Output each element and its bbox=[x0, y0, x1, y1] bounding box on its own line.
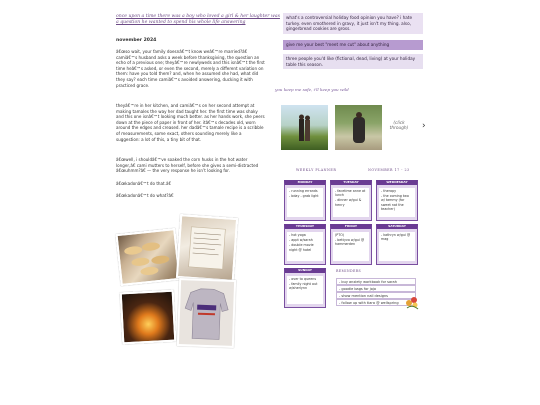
click-through-hint: (click through) bbox=[389, 121, 409, 132]
recipe-lines bbox=[178, 216, 236, 280]
task-item: - kathryn w/gui @ mag bbox=[381, 233, 411, 242]
task-item: (PTO) bbox=[335, 233, 345, 237]
story-paragraph: theyâ€™re in her kitchen, and camiâ€™s on her second attempt at making tamales the way her dad taught her. the first time was shaky and this one isnâ€™t looking much better. as her hands work, she peers down at the piece of paper in front of her. itâ€™s decades old, worn around the edges and creased. her dadâ€™s tamale recipe is a scribble of measurements, some exact, others sounding merely like a suggestion: a lot of this, a tiny bit of that. bbox=[116, 103, 265, 142]
story-paragraph: â€œkadonâ€™t do that.â€ bbox=[116, 181, 172, 186]
day-body bbox=[333, 232, 369, 261]
ask-box[interactable]: three people you'd like (fictional, dead, living) at your holiday table this season. bbox=[283, 54, 423, 69]
reminder-item: - buy anxiety workbook for sarah bbox=[336, 278, 416, 285]
tamales-shapes bbox=[118, 230, 179, 284]
photo-caption: you keep me safe, i'll keep you wild bbox=[275, 87, 349, 92]
task-item: - family night out w/sherlynn bbox=[289, 282, 318, 291]
couple-tree-photo[interactable] bbox=[335, 105, 382, 150]
task-item: - hot yoga bbox=[289, 233, 306, 237]
couple-field-photo[interactable] bbox=[281, 105, 328, 150]
task-item: - bettyvo w/gui @ hammerden bbox=[335, 238, 365, 247]
sweater-shape bbox=[179, 280, 234, 346]
day-card-sunday bbox=[284, 268, 326, 308]
task-item: - appt w/sarah bbox=[289, 238, 313, 243]
post-date: november 2024 bbox=[116, 38, 157, 43]
day-name: SUNDAY bbox=[298, 268, 312, 272]
story-paragraph: â€œwell, i shouldâ€™ve soaked the corn husks in the hot water longer,â€ cami mutters to herself, before she gives a semi-distracted â€œuhmm?â€ — the very response he isn’t looking for. bbox=[116, 157, 259, 174]
figures-shape bbox=[281, 105, 328, 150]
day-card-wednesday bbox=[376, 180, 418, 221]
planner-title: WEEKLY PLANNER bbox=[296, 168, 337, 172]
ask-box[interactable]: what's a controversial holiday food opinion you have? i hate turkey. even smothered in gravy, it just isn't my thing. also, gingerbread cookies are gross. bbox=[283, 13, 423, 34]
day-card-monday bbox=[284, 180, 326, 221]
day-body bbox=[379, 188, 415, 217]
sweater-photo bbox=[177, 278, 236, 348]
day-body bbox=[287, 276, 323, 304]
planner-dates: NOVEMBER 17 - 23 bbox=[368, 168, 410, 172]
task-item: - dinner w/gui & henry bbox=[335, 198, 362, 207]
day-name: MONDAY bbox=[297, 180, 313, 184]
reminder-item: - show mention nail designs bbox=[336, 292, 416, 299]
figure-shape bbox=[335, 105, 382, 150]
task-item: - the coming two w/ tammy (for sweet nat the teacher) bbox=[381, 194, 409, 211]
day-card-friday bbox=[330, 224, 372, 265]
day-name: FRIDAY bbox=[344, 224, 358, 228]
task-item: - running errands bbox=[289, 189, 318, 193]
day-name: SATURDAY bbox=[388, 224, 406, 228]
header-quote: once upon a time there was a boy who loved a girl & her laughter was a question he wanted to spend his whole life answering bbox=[116, 14, 280, 25]
day-card-saturday bbox=[376, 224, 418, 265]
story-paragraph: â€œso wait, your family doesnâ€™t know weâ€™re married?â€ camiâ€™s husband asks a week before thanksgiving, the question an echo of a previous one; theyâ€™re newlyweds and this isnâ€™t the first time heâ€™s asked, or even the second, merely a different variation on them: have you told them? and, when he assumed she had, what did they say? each time camiâ€™s avoided answering, ducking it with practiced grace. bbox=[116, 49, 265, 88]
task-item: - therapy bbox=[381, 189, 397, 193]
day-body bbox=[287, 232, 323, 261]
day-card-thursday bbox=[284, 224, 326, 265]
day-card-tuesday bbox=[330, 180, 372, 221]
task-item: - over to queens bbox=[289, 277, 317, 281]
reminder-item: - goodie bags for jojo bbox=[336, 285, 416, 292]
chevron-right-icon[interactable]: › bbox=[422, 121, 426, 131]
tamales-photo bbox=[115, 228, 180, 286]
day-name: TUESDAY bbox=[343, 180, 359, 184]
day-body bbox=[333, 188, 369, 217]
day-body bbox=[379, 232, 415, 261]
day-name: WEDNESDAY bbox=[386, 180, 408, 184]
reminder-item: - follow up with tiara @ wellspring bbox=[336, 299, 416, 306]
task-item: - bday - grab light bbox=[289, 194, 319, 199]
flower-decoration-icon bbox=[403, 293, 421, 311]
day-body bbox=[287, 188, 323, 217]
task-item: - facetime anne at lunch bbox=[335, 189, 366, 198]
task-item: - double movie night @ hotel bbox=[289, 243, 314, 252]
reminders-title: REMINDERS bbox=[336, 269, 362, 273]
story-paragraph: â€œkadonâ€™t do what?â€ bbox=[116, 193, 174, 198]
campfire-photo bbox=[120, 290, 177, 345]
recipe-photo bbox=[176, 214, 238, 282]
day-name: THURSDAY bbox=[295, 224, 315, 228]
ask-box[interactable]: give me your best "meet me cut" about anything bbox=[283, 40, 423, 50]
